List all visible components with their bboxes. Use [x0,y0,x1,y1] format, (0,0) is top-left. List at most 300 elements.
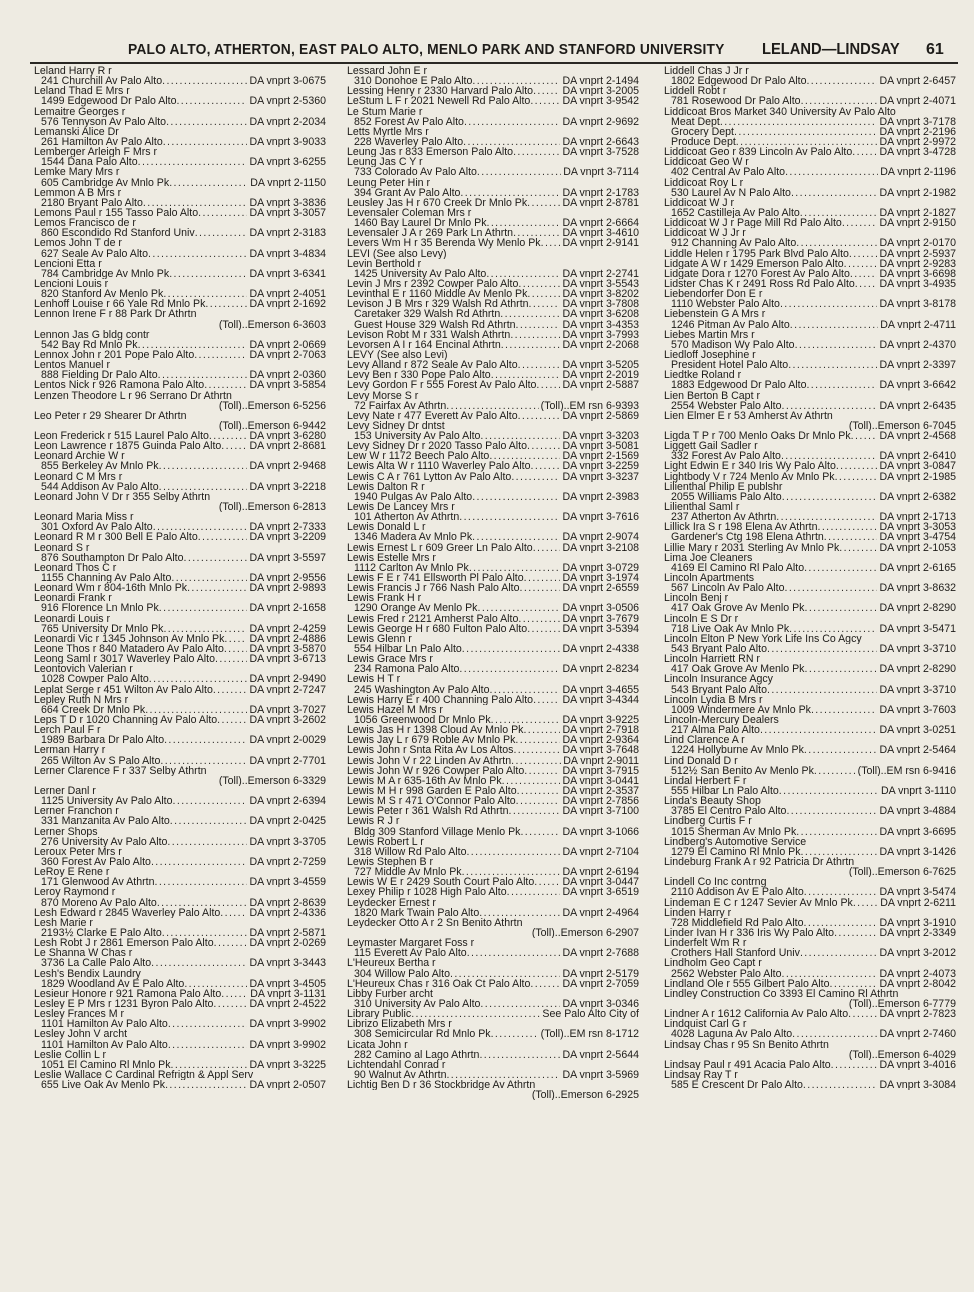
listing-address: 1051 El Camino Rl Mnlo Pk [41,1059,171,1070]
phone-number: DA vnprt 2-0425 [249,816,326,827]
leader-dots [143,198,248,208]
listing-entry [34,583,326,593]
listing-line [347,259,639,269]
phone-number: DA vnprt 2-8290 [879,603,956,614]
listing-line [664,431,956,441]
listing-line [34,999,326,1009]
column-3 [664,66,962,1288]
listing-address: 1290 Orange Av Menlo Pk [354,603,478,614]
listing-entry [664,715,956,735]
listing-line [664,614,956,624]
listing-line [347,1080,639,1090]
listing-name: Leland Harry R r [34,66,112,77]
phone-number: DA vnprt 2-9141 [562,238,639,249]
phone-number: (Toll)..Emerson 6-4029 [848,1049,956,1060]
phone-number: DA vnprt 3-6519 [562,887,639,898]
listing-entry [34,492,326,512]
leader-dots [779,786,879,796]
listing-line [664,178,956,188]
leader-dots [168,1019,248,1029]
phone-number: DA vnprt 2-2741 [562,268,639,279]
listing-line [347,522,639,532]
listing-line [347,1070,639,1080]
listing-entry [664,695,956,715]
listing-line [664,279,956,289]
phone-number: (Toll)..Emerson 6-5256 [218,400,326,411]
phone-number: DA vnprt 3-3225 [249,1059,326,1070]
listing-address: 781 Rosewood Dr Palo Alto [671,96,801,107]
phone-number: DA vnprt 3-0506 [562,603,639,614]
listing-line [664,756,956,766]
phone-number: DA vnprt 2-0170 [879,238,956,249]
listing-address: 1279 El Camino Rl Mnlo Pk [671,846,801,857]
leader-dots [214,938,248,948]
listing-name: Leung Jas r 833 Emerson Palo Alto [347,147,514,158]
listing-line [664,320,956,330]
listing-line [34,766,326,776]
listing-address: 1820 Mark Twain Palo Alto [354,907,480,918]
listing-name: Le Shanna W Chas r [34,948,133,959]
leader-dots [511,756,561,766]
phone-number: DA vnprt 3-5471 [879,623,956,634]
listing-entry [347,380,639,390]
listing-line [34,796,326,806]
listing-entry [347,735,639,745]
listing-entry [347,66,639,86]
phone-number: DA vnprt 3-7679 [562,613,639,624]
listing-line [34,705,326,715]
leader-dots [524,573,561,583]
listing-name: LEVY (See also Levi) [347,349,448,361]
listing-name: Leland Thad E Mrs r [34,86,130,97]
listing-line [664,1029,956,1039]
phone-number: DA vnprt 2-7104 [562,846,639,857]
phone-number: DA vnprt 3-5597 [249,552,326,563]
listing-name: Lenzen Theodore L r 96 Serrano Dr Athrtn [34,390,232,401]
listing-line [347,309,639,319]
leader-dots [184,979,247,989]
leader-dots [517,786,561,796]
leader-dots [151,958,247,968]
listing-line [34,188,326,198]
leader-dots [462,867,561,877]
phone-number: DA vnprt 2-4370 [879,339,956,350]
listing-line [34,218,326,228]
listing-name: Liedtke Roland r [664,370,742,381]
listing-name: Lewis C A r 761 Lytton Av Palo Alto [347,471,512,482]
listing-entry [34,664,326,684]
leader-dots [527,289,560,299]
phone-number: DA vnprt 2-7918 [562,725,639,736]
listing-entry [664,472,956,482]
listing-entry [664,178,956,198]
listing-line [664,370,956,380]
leader-dots [796,827,877,837]
listing-line [664,979,956,989]
listing-entry [34,644,326,654]
listing-line [34,553,326,563]
phone-number: DA vnprt 3-0447 [562,877,639,888]
listing-entry [34,66,326,86]
leader-dots [467,948,561,958]
leader-dots [767,685,877,695]
listing-address: 1499 Edgewood Dr Palo Alto [41,96,177,107]
listing-line [664,948,956,958]
listing-name: Lindsay Paul r 491 Acacia Palo Alto [664,1059,831,1070]
phone-number: DA vnprt 2-2196 [879,126,956,137]
listing-address: 1056 Greenwood Dr Mnlo Pk [354,715,491,726]
listing-line [34,958,326,968]
listing-address: 1009 Windermere Av Mnlo Pk [671,704,811,715]
listing-name: Licata John r [347,1039,408,1050]
listing-line [664,421,956,431]
listing-line [664,989,956,999]
listing-entry [664,1009,956,1019]
leader-dots [466,847,560,857]
listing-line [664,908,956,918]
listing-name: Lessing Henry r 2330 Harvard Palo Alto [347,86,534,97]
phone-number: DA vnprt 2-3537 [562,785,639,797]
listing-address: 360 Forest Av Palo Alto [41,856,151,868]
listing-name: Leslie Wallace C Cardinal Refrigtn & Appl Serv [34,1069,254,1081]
listing-entry [664,137,956,147]
leader-dots [169,178,248,188]
leader-dots [486,269,560,279]
listing-entry [664,979,956,989]
listing-entry [347,806,639,816]
listing-name: Liddicoat Roy L r [664,177,744,188]
listing-line [664,76,956,86]
listing-name: Lewis Jay L r 679 Roble Av Mnlo Pk [347,735,516,746]
phone-number: DA vnprt 3-4505 [249,978,326,989]
listing-line [347,76,639,86]
listing-entry [347,370,639,380]
listing-line [34,380,326,390]
listing-address: 1652 Castilleja Av Palo Alto [671,207,800,219]
listing-entry [34,279,326,299]
listing-address: 530 Laurel Av N Palo Alto [671,187,791,198]
listing-name: Lentos Manuel r [34,360,110,371]
phone-number: DA vnprt 3-5205 [562,360,639,371]
leader-dots [785,167,878,177]
listing-entry [34,593,326,613]
leader-dots [162,76,247,86]
listing-line [347,157,639,167]
leader-dots [173,796,248,806]
listing-name: Lewis F E r 741 Ellsworth Pl Palo Alto [347,573,524,584]
listing-line [34,543,326,553]
leader-dots [804,563,877,573]
leader-dots [804,603,877,613]
phone-number: DA vnprt 2-1827 [879,207,956,219]
listing-name: Lewis R J r [347,816,400,827]
listing-line [347,472,639,482]
listing-line [664,624,956,634]
listing-address: 1460 Bay Laurel Dr Mnlo Pk [354,218,487,229]
listing-line [347,877,639,887]
phone-number: DA vnprt 2-1196 [880,167,956,178]
phone-number: DA vnprt 2-0269 [249,938,326,949]
listing-line [347,674,639,684]
listing-line [34,289,326,299]
phone-number: DA vnprt 3-1426 [879,846,956,857]
phone-number: DA vnprt 3-4935 [879,278,956,290]
listing-line [347,756,639,766]
listing-entry [34,380,326,390]
listing-line [34,634,326,644]
listing-address: 261 Hamilton Av Palo Alto [41,136,163,148]
phone-number: DA vnprt 2-6382 [879,491,956,503]
listing-line [34,472,326,482]
listing-name: Lerner Clarence F r 337 Selby Athrtn [34,765,207,776]
listing-entry [664,532,956,542]
leader-dots [167,837,247,847]
listing-address: 2193½ Clarke E Palo Alto [41,927,162,939]
leader-dots [801,847,878,857]
leader-dots [520,583,561,593]
listing-line [34,827,326,837]
listing-entry [347,228,639,238]
listing-line [34,340,326,350]
listing-line [664,127,956,137]
listing-line [34,1080,326,1090]
phone-number: DA vnprt 3-5543 [562,278,639,290]
listing-name: Lesh Edward r 2845 Waverley Palo Alto [34,907,221,918]
listing-address: 1425 University Av Palo Alto [354,268,487,279]
phone-number: DA vnprt 3-4016 [879,1059,956,1070]
listing-line [347,502,639,512]
leader-dots [487,218,561,228]
leader-dots [776,512,877,522]
phone-number: DA vnprt 2-9556 [249,573,326,584]
listing-name: Lessard John E r [347,66,428,77]
listing-line [34,756,326,766]
listing-address: 1101 Hamilton Av Palo Alto [41,1019,168,1030]
listing-line [664,482,956,492]
phone-number: DA vnprt 2-1494 [562,76,639,87]
phone-number: DA vnprt 3-4344 [562,694,639,705]
phone-number: DA vnprt 3-3710 [879,644,956,655]
leader-dots [767,644,877,654]
listing-line [34,979,326,989]
listing-entry [664,431,956,441]
listing-line [664,918,956,928]
leader-dots [853,898,878,908]
listing-line [347,806,639,816]
phone-number: DA vnprt 2-9011 [563,755,639,766]
leader-dots [851,431,878,441]
leader-dots [789,624,877,634]
listing-line [34,563,326,573]
listing-address: 301 Oxford Av Palo Alto [41,522,153,533]
leader-dots [154,877,247,887]
phone-number: DA vnprt 2-1713 [879,512,956,523]
listing-name: Leonard John V Dr r 355 Selby Athrtn [34,491,211,503]
listing-name: Levy Sidney Dr r 2020 Tasso Palo Alto [347,441,527,452]
listing-line [347,583,639,593]
listing-line [34,117,326,127]
listing-line [347,969,639,979]
listing-entry [34,827,326,847]
listing-name: Lewis George H r 680 Fulton Palo Alto [347,623,528,634]
listing-line [347,1090,639,1100]
listing-line [34,644,326,654]
listing-name: Lesh Marie r [34,917,93,928]
listing-entry [347,776,639,786]
leader-dots [523,725,560,735]
listing-name: LEVI (See also Levy) [347,248,447,259]
phone-number: (Toll)..Emerson 6-2925 [531,1090,639,1101]
listing-address: 265 Wilton Av S Palo Alto [41,755,161,766]
listing-line [347,644,639,654]
listing-name: L'Heureux Bertha r [347,958,436,969]
listing-line [34,492,326,502]
phone-number: DA vnprt 3-2218 [249,481,326,492]
listing-address: 228 Waverley Palo Alto [354,136,464,148]
listing-line [347,847,639,857]
listing-name: Levensaler J A r 269 Park Ln Athrtn [347,228,514,239]
leader-dots [163,137,248,147]
listing-line [34,66,326,76]
phone-number: DA vnprt 2-6435 [879,400,956,411]
listing-entry [34,259,326,279]
listing-entry [34,887,326,907]
listing-name: Leong Saml r 3017 Waverley Palo Alto [34,654,215,665]
listing-name: Lewis Grace Mrs r [347,654,433,665]
leader-dots [780,299,877,309]
listing-name: Light Edwin E r 340 Iris Wy Palo Alto [664,461,836,472]
listing-entry [34,938,326,948]
leader-dots [795,340,878,350]
phone-number: DA vnprt 2-9692 [562,116,639,127]
leader-dots [145,705,247,715]
listing-line [664,928,956,938]
listing-name: Lewis Dalton R r [347,481,425,492]
listing-line [664,695,956,705]
listing-address: 876 Southampton Dr Palo Alto [41,552,184,563]
listing-entry [347,1009,639,1019]
listing-entry [34,360,326,380]
leader-dots [792,1029,877,1039]
phone-number: DA vnprt 2-9490 [249,674,326,685]
listing-line [347,664,639,674]
listing-line [347,735,639,745]
listing-name: LeRoy E Rene r [34,867,110,878]
listing-line [347,948,639,958]
leader-dots [148,249,247,259]
listing-line [347,837,639,847]
listing-name: Lidgate A W r 1429 Emerson Palo Alto [664,258,844,269]
listing-line [34,127,326,137]
listing-line [34,573,326,583]
leader-dots [224,644,248,654]
leader-dots [153,522,248,532]
listing-line [34,1019,326,1029]
listing-entry [664,461,956,471]
listing-address: 72 Fairfax Av Athrtn [354,400,447,411]
listing-address: 1802 Edgewood Dr Palo Alto [671,76,807,87]
listing-entry [664,756,956,776]
phone-number: DA vnprt 2-9893 [249,583,326,594]
phone-number: DA vnprt 2-7856 [562,796,639,807]
phone-number: DA vnprt 2-1783 [562,187,639,198]
listing-name: Lincoln Benj r [664,593,729,604]
listing-line [664,543,956,553]
listing-line [347,96,639,106]
leader-dots [446,1070,560,1080]
listing-line [347,989,639,999]
listing-entry [347,958,639,978]
leader-dots [788,360,877,370]
listing-name: Librizo Elizabeth Mrs r [347,1019,452,1030]
listing-line [34,1050,326,1060]
listing-entry [664,289,956,309]
listing-address: 870 Moreno Av Palo Alto [41,897,157,908]
leader-dots [159,482,248,492]
phone-number: DA vnprt 3-3203 [562,431,639,442]
listing-address: 1125 University Av Palo Alto [41,796,173,807]
listing-address: 784 Cambridge Av Mnlo Pk [41,268,170,279]
listing-line [664,532,956,542]
listing-line [34,441,326,451]
listing-address: 1155 Channing Av Palo Alto [41,573,172,584]
phone-number: DA vnprt 3-4610 [562,228,639,239]
listing-name: Lewis H T r [347,674,401,685]
listing-line [347,360,639,370]
listing-address: 308 Semicircular Rd Mnlo Pk [354,1029,491,1040]
column-1 [34,66,332,1288]
leader-dots [782,401,878,411]
listing-line [664,1050,956,1060]
listing-name: Leontovich Valerian r [34,664,133,675]
phone-number: DA vnprt 2-2034 [249,116,326,127]
listing-entry [664,157,956,177]
phone-number: DA vnprt 2-9074 [562,532,639,543]
listing-address: 241 Churchill Av Palo Alto [41,76,163,87]
listing-name: Levy Alland r 872 Seale Av Palo Alto [347,360,518,371]
leader-dots [221,441,247,451]
leader-dots [171,573,247,583]
listing-address: 90 Walnut Av Athrtn [354,1069,447,1081]
listing-entry [347,299,639,309]
listing-name: Ligda T P r 700 Menlo Oaks Dr Mnlo Pk [664,431,851,442]
phone-number: DA vnprt 3-3237 [562,471,639,482]
listing-entry [664,877,956,897]
listing-entry [664,269,956,279]
listing-line [34,867,326,877]
leader-dots [852,147,877,157]
listing-name: Lincoln-Mercury Dealers [664,715,779,726]
listing-name: Lemmon A B Mrs r [34,187,122,198]
listing-name: Lewis W E r 2429 South Court Palo Alto [347,877,535,888]
phone-number: DA vnprt 3-8178 [879,299,956,310]
listing-name: Le Stum Marie r [347,106,423,117]
listing-entry [664,411,956,431]
listing-entry [664,249,956,259]
listing-name: Lennon Irene F r 88 Park Dr Athrtn [34,309,197,320]
listing-name: Lesh's Bendix Laundry [34,968,141,979]
listing-line [664,847,956,857]
listing-entry [347,918,639,938]
leader-dots [213,999,247,1009]
listing-name: Liebes Martin Mrs r [664,329,755,340]
listing-line [34,461,326,471]
listing-name: Leonard R M r 300 Bell E Palo Alto [34,532,198,543]
phone-number: (Toll)..EM rsn 6-9393 [540,400,639,411]
listing-entry [347,898,639,918]
listing-address: 912 Channing Av Palo Alto [671,238,797,249]
listing-name: Lima Joe Cleaners [664,552,753,563]
